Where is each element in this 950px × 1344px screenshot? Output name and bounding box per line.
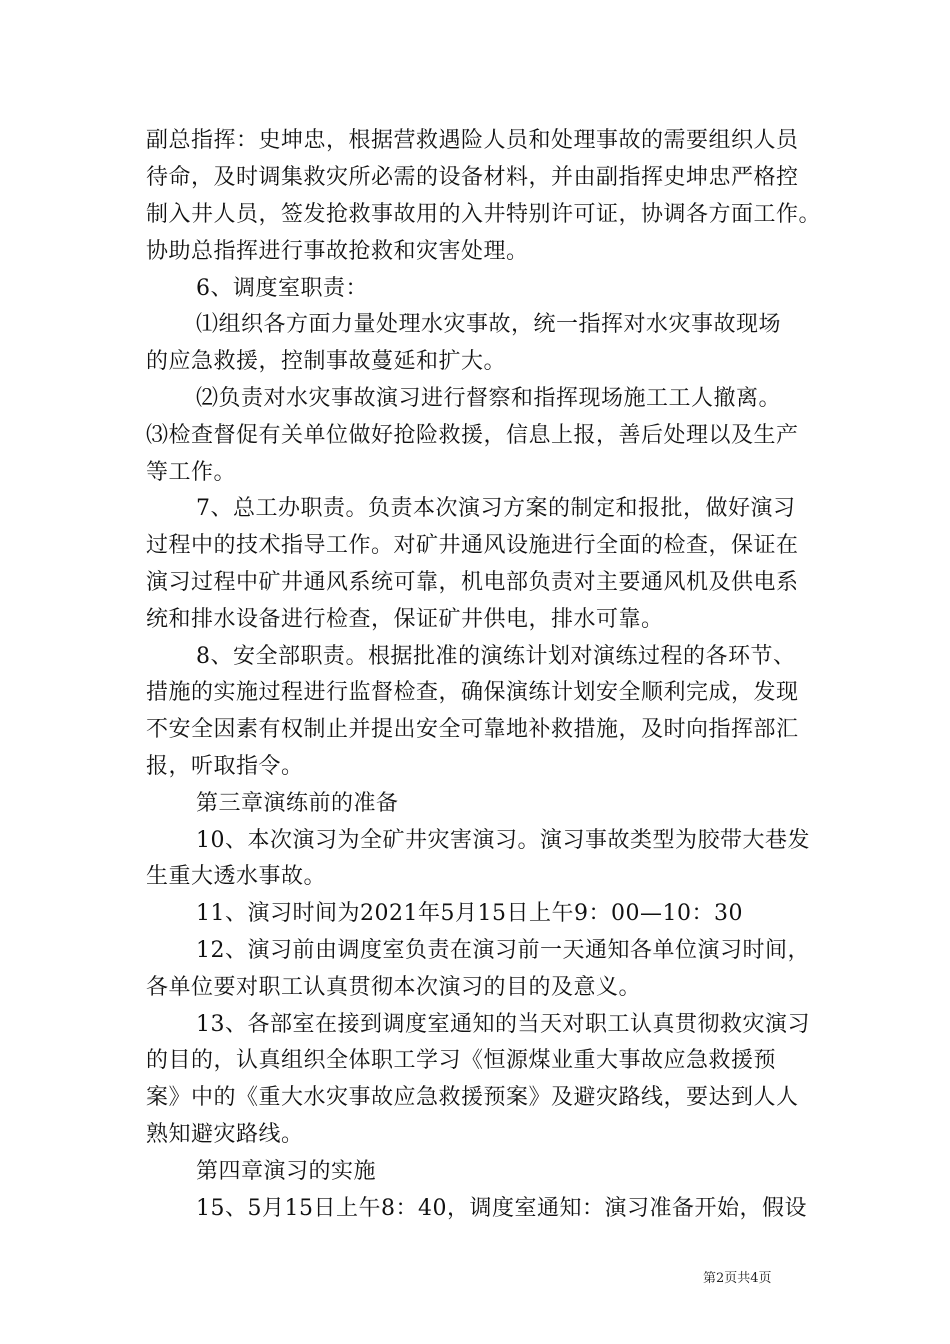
text-line: 措施的实施过程进行监督检查，确保演练计划安全顺利完成，发现 [146,680,799,705]
text-line: 15、5月15日上午8：40，调度室通知：演习准备开始，假设 [196,1196,807,1221]
text-line: ⑶检查督促有关单位做好抢险救援，信息上报，善后处理以及生产 [146,423,799,448]
text-line: 熟知避灾路线。 [146,1122,304,1147]
text-line: 12、演习前由调度室负责在演习前一天通知各单位演习时间， [196,938,810,963]
text-line: 13、各部室在接到调度室通知的当天对职工认真贯彻救灾演习 [196,1012,810,1037]
chapter-heading: 第四章演习的实施 [196,1159,377,1184]
text-line: 的应急救援，控制事故蔓延和扩大。 [146,349,507,374]
text-line: ⑵负责对水灾事故演习进行督察和指挥现场施工工人撤离。 [196,386,782,411]
text-line: 8、安全部职责。根据批准的演练计划对演练过程的各环节、 [196,644,796,669]
text-line: 待命，及时调集救灾所必需的设备材料，并由副指挥史坤忠严格控 [146,165,799,190]
text-line: 演习过程中矿井通风系统可靠，机电部负责对主要通风机及供电系 [146,570,799,595]
text-line: 协助总指挥进行事故抢救和灾害处理。 [146,239,529,264]
text-line: 各单位要对职工认真贯彻本次演习的目的及意义。 [146,975,642,1000]
text-line: 报，听取指令。 [146,754,304,779]
text-line: 过程中的技术指导工作。对矿井通风设施进行全面的检查，保证在 [146,533,799,558]
text-line: 的目的，认真组织全体职工学习《恒源煤业重大事故应急救援预 [146,1048,777,1073]
text-line: 统和排水设备进行检查，保证矿井供电，排水可靠。 [146,607,664,632]
chapter-heading: 第三章演练前的准备 [196,791,399,816]
text-line: 等工作。 [146,460,237,485]
text-line: 11、演习时间为2021年5月15日上午9：00—10：30 [196,901,743,926]
text-line: 副总指挥：史坤忠，根据营救遇险人员和处理事故的需要组织人员 [146,128,799,153]
text-line: 7、总工办职责。负责本次演习方案的制定和报批，做好演习 [196,496,796,521]
section-heading: 6、调度室职责： [196,276,368,301]
text-line: ⑴组织各方面力量处理水灾事故，统一指挥对水灾事故现场 [196,312,782,337]
text-line: 案》中的《重大水灾事故应急救援预案》及避灾路线，要达到人人 [146,1085,799,1110]
text-line: 10、本次演习为全矿井灾害演习。演习事故类型为胶带大巷发 [196,828,810,853]
text-line: 生重大透水事故。 [146,864,327,889]
text-line: 制入井人员，签发抢救事故用的入井特别许可证，协调各方面工作。 [146,202,822,227]
page-number: 第2页共4页 [703,1271,772,1286]
text-line: 不安全因素有权制止并提出安全可靠地补救措施，及时向指挥部汇 [146,717,799,742]
